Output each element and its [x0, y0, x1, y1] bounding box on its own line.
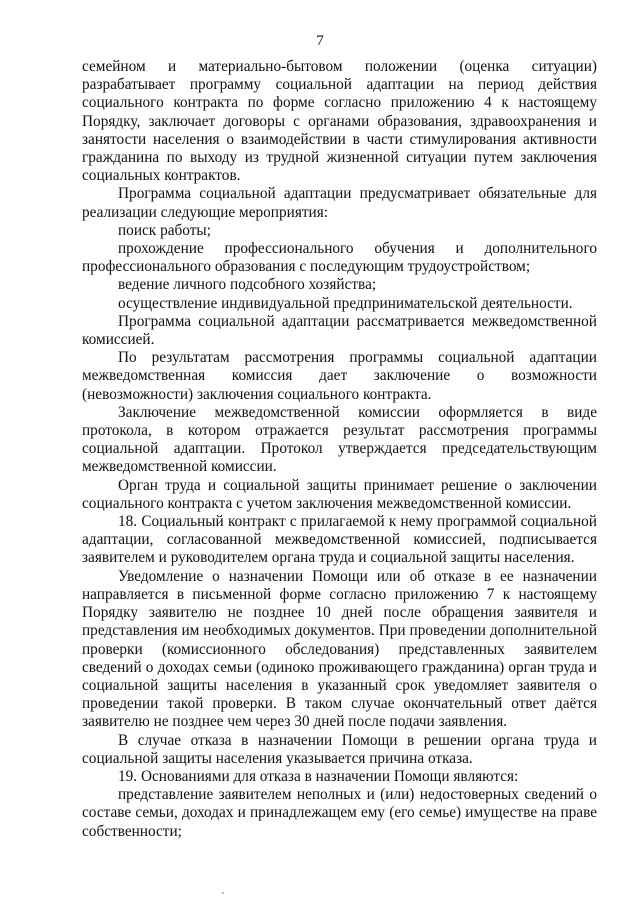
paragraph-continuation: семейном и материально-бытовом положении (оценка ситуации) разрабатывает программу социальной адаптации на период действия социального контракта по форме согласно приложению 4 к настоящему Порядку, заключает договоры с органами образования, здравоохранения и занятости населения о взаимодействии в части стимулирования активности гражданина по выходу из трудной жизненной ситуации путем заключения социальных контрактов. [82, 58, 597, 185]
paragraph-decision: Орган труда и социальной защиты принимает решение о заключении социального контракта с учетом заключения межведомственной комиссии. [82, 476, 597, 512]
paragraph-refusal-reason: В случае отказа в назначении Помощи в решении органа труда и социальной защиты населения указывается причина отказа. [82, 731, 597, 767]
measure-household: ведение личного подсобного хозяйства; [118, 276, 377, 294]
paragraph-commission-conclusion: По результатам рассмотрения программы социальной адаптации межведомственная комиссия дает заключение о возможности (невозможности) заключения социального контракта. [82, 349, 597, 403]
paragraph-program-measures: Программа социальной адаптации предусматривает обязательные для реализации следующие мероприятия: [82, 185, 597, 221]
paragraph-section-19: 19. Основаниями для отказа в назначении Помощи являются: [118, 767, 519, 785]
scan-speck [222, 892, 224, 894]
measure-job-search: поиск работы; [118, 221, 211, 239]
paragraph-protocol: Заключение межведомственной комиссии оформляется в виде протокола, в котором отражается результат рассмотрения программы социальной адаптации. Протокол утверждается председательствующим межведомственной комиссии. [82, 403, 597, 476]
paragraph-notification: Уведомление о назначении Помощи или об отказе в ее назначении направляется в письменной форме согласно приложению 7 к настоящему Порядку заявителю не позднее 10 дней после обращения заявителя и представления им необходимых документов. При проведении дополнительной проверки (комиссионного обследования) представленных заявителем сведений о доходах семьи (одиноко проживающего гражданина) орган труда и социальной защиты населения в указанный срок уведомляет заявителя о проведении такой проверки. В таком случае окончательный ответ даётся заявителю не позднее чем через 30 дней после подачи заявления. [82, 567, 597, 731]
page-number: 7 [316, 33, 324, 49]
document-body [82, 58, 597, 841]
paragraph-section-18: 18. Социальный контракт с прилагаемой к нему программой социальной адаптации, согласованной межведомственной комиссией, подписывается заявителем и руководителем органа труда и социальной защиты населения. [82, 513, 597, 567]
paragraph-commission-review: Программа социальной адаптации рассматривается межведомственной комиссией. [82, 312, 597, 349]
paragraph-refusal-ground-1: представление заявителем неполных и (или) недостоверных сведений о составе семьи, доходах и принадлежащем ему (его семье) имуществе на праве собственности; [82, 786, 597, 840]
measure-training: прохождение профессионального обучения и дополнительного профессионального образования с последующим трудоустройством; [82, 240, 597, 276]
measure-entrepreneurship: осуществление индивидуальной предпринимательской деятельности. [118, 294, 573, 312]
